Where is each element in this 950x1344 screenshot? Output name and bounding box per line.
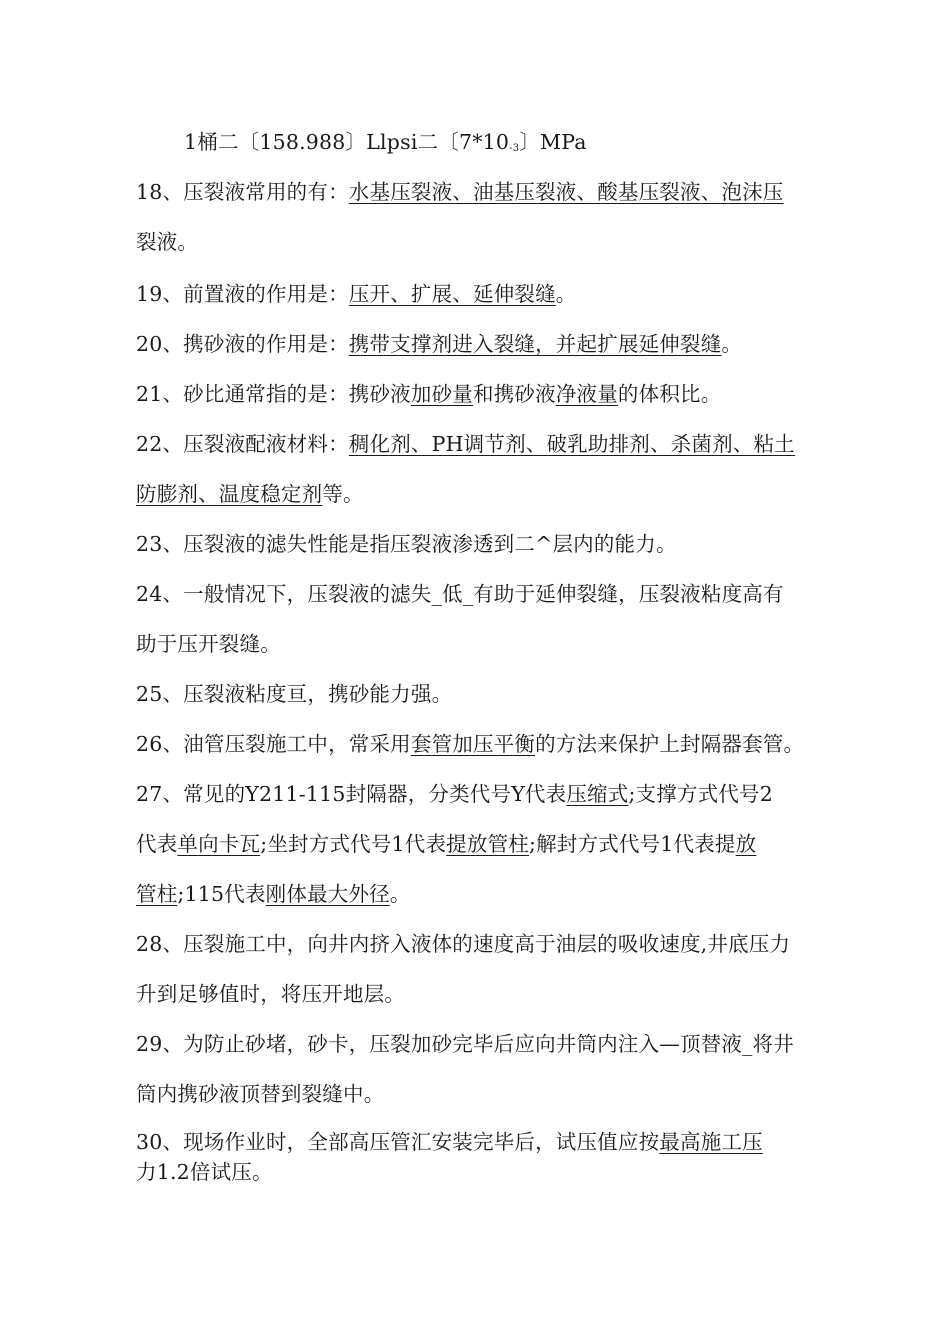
text-segment: 的体积比。 bbox=[617, 382, 722, 406]
text-line-item-28-cont bbox=[136, 980, 850, 1008]
text-line-item-30-cont bbox=[136, 1158, 850, 1186]
text-segment: 等。 bbox=[322, 482, 364, 506]
text-segment: 1桶二〔158.988〕Llpsi二〔7*10 bbox=[184, 130, 510, 154]
text-segment: 助于压开裂缝。 bbox=[136, 632, 281, 656]
text-line-item-26 bbox=[136, 730, 850, 758]
text-segment: ;坐封方式代号1代表 bbox=[260, 832, 447, 856]
text-line-item-27-cont2 bbox=[136, 880, 850, 908]
text-segment: 和携砂液 bbox=[473, 382, 556, 406]
text-segment: ;解封方式代号1代表提 bbox=[528, 832, 736, 856]
text-line-item-24 bbox=[136, 580, 850, 608]
text-segment: 25、压裂液粘度亘，携砂能力强。 bbox=[136, 682, 453, 706]
text-line-item-24-cont bbox=[136, 630, 850, 658]
text-segment: 29、为防止砂堵，砂卡，压裂加砂完毕后应向井筒内注入—顶替液_将井 bbox=[136, 1032, 794, 1056]
text-line-item-20 bbox=[136, 330, 850, 358]
underlined-answer: 压缩式 bbox=[566, 782, 629, 806]
text-segment: 28、压裂施工中，向井内挤入液体的速度高于油层的吸收速度,井底压力 bbox=[136, 932, 791, 956]
underlined-answer: 防膨剂、温度稳定剂 bbox=[136, 482, 323, 506]
text-segment: 26、油管压裂施工中，常采用 bbox=[136, 732, 411, 756]
text-line-item-22-cont bbox=[136, 480, 850, 508]
text-segment: 筒内携砂液顶替到裂缝中。 bbox=[136, 1082, 385, 1106]
text-segment: 裂液。 bbox=[136, 230, 199, 254]
text-line-item-18-cont bbox=[136, 228, 850, 256]
underlined-answer: 稠化剂、PH调节剂、破乳助排剂、杀菌剂、粘土 bbox=[348, 432, 795, 456]
text-segment: 21、砂比通常指的是：携砂液 bbox=[136, 382, 411, 406]
text-line-item-21 bbox=[136, 380, 850, 408]
text-segment: 18、压裂液常用的有： bbox=[136, 180, 349, 204]
text-segment: 力1.2倍试压。 bbox=[136, 1160, 273, 1184]
text-segment: 19、前置液的作用是： bbox=[136, 282, 349, 306]
text-line-item-27 bbox=[136, 780, 850, 808]
text-line-item-29 bbox=[136, 1030, 850, 1058]
text-segment: 的方法来保护上封隔器套管。 bbox=[535, 732, 805, 756]
underlined-answer: 加砂量 bbox=[410, 382, 473, 406]
underlined-answer: 最高施工压 bbox=[659, 1130, 763, 1154]
text-segment: ;115代表 bbox=[177, 882, 266, 906]
underlined-answer: 提放管柱 bbox=[446, 832, 529, 856]
underlined-answer: 压开、扩展、延伸裂缝 bbox=[348, 282, 556, 306]
underlined-answer: 刚体最大外径 bbox=[265, 882, 390, 906]
underlined-answer: 放 bbox=[735, 832, 757, 856]
text-line-item-28 bbox=[136, 930, 850, 958]
text-segment: 代表 bbox=[136, 832, 178, 856]
text-segment: 。 bbox=[721, 332, 743, 356]
superscript-exponent: -3 bbox=[509, 143, 520, 154]
text-segment: 23、压裂液的滤失性能是指压裂液渗透到二^层内的能力。 bbox=[136, 532, 677, 556]
text-segment: 升到足够值时，将压开地层。 bbox=[136, 982, 406, 1006]
underlined-answer: 净液量 bbox=[555, 382, 618, 406]
text-segment: 24、一般情况下，压裂液的滤失_低_有助于延伸裂缝，压裂液粘度高有 bbox=[136, 582, 784, 606]
text-segment: 〕MPa bbox=[519, 130, 587, 154]
text-segment: 。 bbox=[555, 282, 577, 306]
underlined-answer: 水基压裂液、油基压裂液、酸基压裂液、泡沫压 bbox=[348, 180, 784, 204]
text-line-item-22 bbox=[136, 430, 850, 458]
text-line-item-29-cont bbox=[136, 1080, 850, 1108]
text-line-item-27-cont1 bbox=[136, 830, 850, 858]
text-line-item-25 bbox=[136, 680, 850, 708]
text-segment: ;支撑方式代号2 bbox=[628, 782, 774, 806]
text-segment: 20、携砂液的作用是： bbox=[136, 332, 349, 356]
underlined-answer: 携带支撑剂进入裂缝，并起扩展延伸裂缝 bbox=[348, 332, 722, 356]
text-segment: 22、压裂液配液材料： bbox=[136, 432, 349, 456]
text-segment: 27、常见的Y211-115封隔器，分类代号Y代表 bbox=[136, 782, 567, 806]
text-line-item-19 bbox=[136, 280, 850, 308]
text-line-item-23 bbox=[136, 530, 850, 558]
underlined-answer: 套管加压平衡 bbox=[410, 732, 536, 756]
underlined-answer: 单向卡瓦 bbox=[177, 832, 261, 856]
text-line-item-30 bbox=[136, 1128, 850, 1156]
text-line-formula-line bbox=[184, 128, 850, 163]
text-segment: 。 bbox=[389, 882, 411, 906]
text-line-item-18 bbox=[136, 178, 850, 206]
underlined-answer: 管柱 bbox=[136, 882, 178, 906]
text-segment: 30、现场作业时，全部高压管汇安装完毕后，试压值应按 bbox=[136, 1130, 660, 1154]
